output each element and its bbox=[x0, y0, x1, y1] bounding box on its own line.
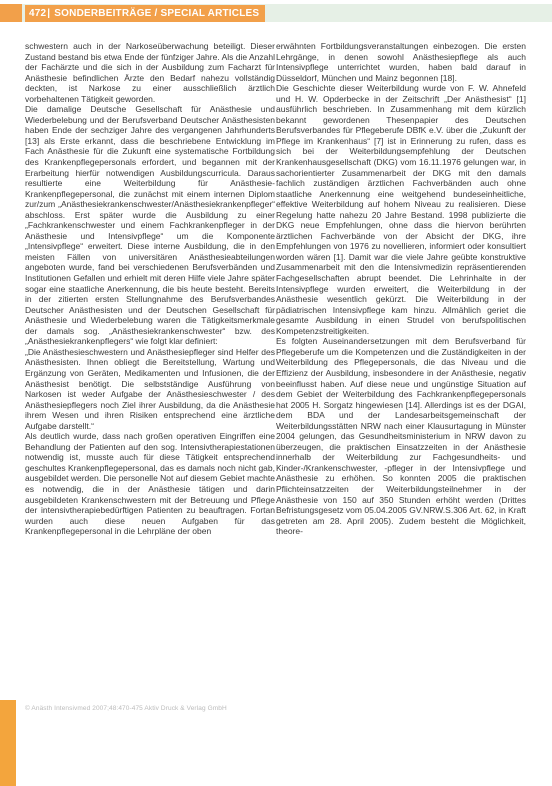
right-column bbox=[276, 41, 526, 537]
paragraph: schwestern auch in der Narkoseüberwachung beteiligt. Dieser Zustand bestand bis etwa Ende der fünfziger Jahre. Als die Anzahl der Fachärzte und die sich in der Ausbildung zum Facharzt für Anästhesie befindlichen Ärzte den Bedarf nahezu vollständig deckten, ist Narkose zu einer ausschließlich ärztlich vorbehaltenen Tätigkeit geworden. bbox=[25, 41, 275, 104]
paragraph: Es folgten Auseinandersetzungen mit dem Berufsverband für Pflegeberufe um die Kompetenzen und die Zuständigkeiten in der Weiterbildung des Pflegepersonals, die das Niveau und die Effizienz der Ausbildung, insbesondere in der Anästhesie, negativ beeinflusst haben. Auf diese neue und ungünstige Situation auf dem Gebiet der Weiterbildung des Fachkrankenpflegepersonals hat 2005 H. Sorgatz hingewiesen [14]. Allerdings ist es der DGAI, dem BDA und der Landesarbeitsgemeinschaft der Weiterbildungsstätten NRW nach einer Klausurtagung in Münster 2004 gelungen, das Gesundheitsministerium in NRW davon zu überzeugen, die praktischen Einsatzzeiten in der Anästhesie innerhalb der Weiterbildung zur Fachgesundheits- und Kinder-/Krankenschwester, -pfleger in der Intensivpflege und Anästhesie zu erhöhen. So konnten 2005 die praktischen Pflichteinsatzzeiten der Weiterbildungsteilnehmer in der Anästhesie von 150 auf 350 Stunden erhöht werden (Drittes Befristungsgesetz vom 05.04.2005 GV.NRW.S.306 Art. 62, in Kraft getreten am 28. April 2005). Zudem besteht die Möglichkeit, theore- bbox=[276, 336, 526, 537]
section-title: 472| SONDERBEITRÄGE / SPECIAL ARTICLES bbox=[25, 5, 265, 22]
paragraph: Als deutlich wurde, dass nach großen operativen Eingriffen eine Behandlung der Patienten auf den sog. Intensivtherapiestationen notwendig ist, musste auch für diese Tätigkeit entsprechend geschultes Krankenpflegepersonal, das es damals noch nicht gab, ausgebildet werden. Die personelle Not auf diesem Gebiet machte es notwendig, die in der Anästhesie tätigen und darin ausgebildeten Krankenschwestern mit der Betreuung und Pflege der intensivtherapiebedürftigen Patienten zu beauftragen. Fortan wurden auch diese neuen Aufgaben für das Krankenpflegepersonal in die Lehrpläne der oben bbox=[25, 431, 275, 537]
quote-paragraph: „Die Anästhesieschwestern und Anästhesiepfleger sind Helfer des Anästhesisten. Ihnen obliegt die Bereitstellung, Wartung und Ergänzung von Geräten, Medikamenten und Infusionen, die der Anästhesist benötigt. Die selbstständige Ausführung von Narkosen ist weder Aufgabe der Anästhesieschwester / des Anästhesiepflegers noch Ziel ihrer Ausbildung, da die Anästhesie ihrem Wesen und ihren Risiken entsprechend eine ärztliche Aufgabe darstellt.“ bbox=[25, 346, 275, 431]
paragraph: erwähnten Fortbildungsveranstaltungen einbezogen. Die ersten Lehrgänge, in denen sowohl Anästhesiepflege als auch Intensivpflege unterrichtet wurden, haben bald darauf in Düsseldorf, München und Mainz begonnen [18]. bbox=[276, 41, 526, 83]
page-number-box bbox=[0, 4, 22, 22]
section-label: SONDERBEITRÄGE / SPECIAL ARTICLES bbox=[54, 8, 260, 19]
page-header bbox=[0, 0, 552, 26]
paragraph: Die Geschichte dieser Weiterbildung wurde von F. W. Ahnefeld und H. W. Opderbecke in der Zeitschrift „Der Anästhesist“ [1] ausführlich beschrieben. In Zusammenhang mit dem kürzlich bekannt gewordenen Thesenpapier des Deutschen Berufsverbandes für Pflegeberufe DBfK e.V. über die „Zukunft der Pflege im Krankenhaus“ [7] ist in Erinnerung zu rufen, dass es sich bei der Weiterbildungsempfehlung der Deutschen Krankenhausgesellschaft (DKG) vom 16.11.1976 gelungen war, in sachorientierter Zusammenarbeit der DKG mit den damals fachlich zuständigen ärztlichen Fachverbänden auch ohne staatliche Anerkennung eine weitgehend bundeseinheitliche, effektive Weiterbildung auf hohem Niveau zu realisieren. Diese Regelung hatte nahezu 20 Jahre Bestand. 1998 publizierte die DKG neue Empfehlungen, ohne dass die hiervon berührten ärztlichen Fachverbände von der Absicht der DKG, ihre Empfehlungen von 1976 zu novellieren, informiert oder konsultiert worden wären [1]. Damit war die viele Jahre geübte konstruktive Zusammenarbeit mit den die Intensivmedizin repräsentierenden Fachgesellschaften abrupt beendet. Die Lehrinhalte in der Intensivpflege wurden erweitert, die Weiterbildung in der Anästhesie wesentlich gekürzt. Die Weiterbildung in der pädiatrischen Intensivpflege kam hinzu. Allmählich geriet die gesamte Ausbildung in einen Strudel von berufspolitischen Kompetenzstreitigkeiten. bbox=[276, 83, 526, 336]
left-column bbox=[25, 41, 275, 537]
side-accent-bar bbox=[0, 700, 16, 786]
footer-copyright: © Anästh Intensivmed 2007;48:470-475 Aktiv Druck & Verlag GmbH bbox=[25, 705, 227, 712]
paragraph: Die damalige Deutsche Gesellschaft für Anästhesie und Wiederbelebung und der Berufsverband Deutscher Anästhesisten haben Ende der sechziger Jahre des vergangenen Jahrhunderts [13] als Erste erkannt, dass die beschriebene Entwicklung im Fach Anästhesie für die Zukunft eine systematische Fortbildung des Krankenpflegepersonals erfordert, und begannen mit der Erarbeitung hierfür notwendigen Ausbildungscurricula. Daraus resultierte eine Weiterbildung für Anästhesie-Krankenpflegepersonal, die zunächst mit einem internen Diplom zur/zum „Anästhesiekrankenschwester/Anästhesiekrankenpfleger“ abschloss. Erst später wurde die Ausbildung zu einer „Fachkrankenschwester und einem Fachkrankenpfleger in der Anästhesie und Intensivpflege“ um die Komponente „Intensivpflege“ erweitert. Diese interne Ausbildung, die in den meisten Fällen von universitären Anästhesieabteilungen angeboten wurde, fand bei verschiedenen Berufsverbänden und Institutionen Gefallen und erhielt mit deren Hilfe viele Jahre später sogar eine staatliche Anerkennung, die bis heute besteht. Bereits in der zitierten ersten Stellungnahme des Berufsverbandes Deutscher Anästhesisten und der Deutschen Gesellschaft für Anästhesie und Wiederbelebung waren die Tätigkeitsmerkmale der damals sog. „Anästhesiekrankenschwester“ bzw. des „Anästhesiekrankenpflegers“ wie folgt klar definiert: bbox=[25, 104, 275, 347]
page-number: 472 bbox=[29, 8, 47, 19]
